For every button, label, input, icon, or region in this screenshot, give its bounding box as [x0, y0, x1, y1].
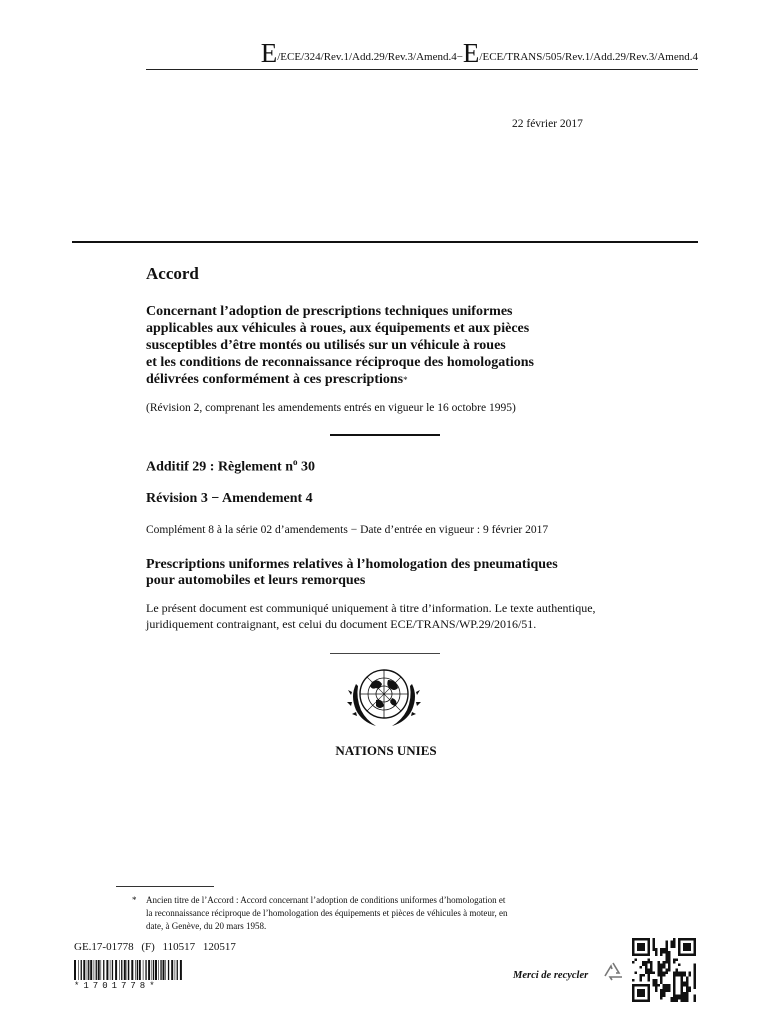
revision-note: (Révision 2, comprenant les amendements entrés en vigueur le 16 octobre 1995)	[146, 402, 516, 414]
emblem-divider	[330, 653, 440, 654]
footnote-mark: *	[132, 895, 137, 905]
title-rule	[72, 241, 698, 243]
subtitle-line: et les conditions de reconnaissance réciproque des homologations	[146, 355, 534, 370]
barcode-number: *1701778*	[74, 981, 159, 991]
footnote-reference[interactable]: *	[403, 375, 408, 385]
revision-heading: Révision 3 − Amendement 4	[146, 491, 313, 506]
un-emblem-icon	[336, 660, 432, 736]
accord-subtitle	[146, 303, 616, 389]
section-divider	[330, 434, 440, 436]
accord-title: Accord	[146, 264, 199, 283]
information-paragraph: Le présent document est communiqué uniquement à titre d’information. Le texte authentique, juridiquement contraignant, est celui du document ECE/TRANS/WP.29/2016/51.	[146, 601, 596, 631]
symbol-ece-trans-505: /ECE/TRANS/505/Rev.1/Add.29/Rev.3/Amend.4	[479, 51, 698, 63]
symbol-letter-e-2: E	[462, 38, 480, 68]
footnote	[116, 894, 636, 933]
recycle-label: Merci de recycler	[513, 970, 589, 981]
subtitle-line: Concernant l’adoption de prescriptions techniques uniformes	[146, 304, 513, 319]
barcode-icon	[74, 960, 184, 980]
recycle-icon	[600, 960, 626, 986]
subtitle-line: susceptibles d’être montés ou utilisés sur un véhicule à roues	[146, 338, 506, 353]
footnote-line: Ancien titre de l’Accord : Accord concernant l’adoption de conditions uniformes d’homologation et	[146, 895, 506, 905]
footnote-rule	[116, 886, 214, 887]
qr-code-icon	[632, 938, 696, 1002]
prescriptions-title: Prescriptions uniformes relatives à l’homologation des pneumatiques pour automobiles et leurs remorques	[146, 557, 558, 588]
subtitle-line: applicables aux véhicules à roues, aux équipements et aux pièces	[146, 321, 530, 336]
footnote-line: date, à Genève, du 20 mars 1958.	[146, 921, 267, 931]
document-symbol	[146, 40, 698, 67]
symbol-letter-e-1: E	[260, 38, 278, 68]
header-rule	[146, 69, 698, 70]
footnote-line: la reconnaissance réciproque de l’homologation des équipements et pièces de véhicules à moteur, en	[146, 908, 508, 918]
document-date: 22 février 2017	[512, 118, 583, 130]
organization-name: NATIONS UNIES	[335, 743, 437, 758]
job-number: GE.17-01778 (F) 110517 120517	[74, 941, 236, 953]
symbol-ece-324: /ECE/324/Rev.1/Add.29/Rev.3/Amend.4	[277, 51, 457, 63]
subtitle-line-last: délivrées conformément à ces prescriptions*	[146, 372, 408, 387]
complement-note: Complément 8 à la série 02 d’amendements − Date d’entrée en vigueur : 9 février 2017	[146, 524, 549, 536]
symbol-separator: −	[456, 51, 463, 63]
additif-heading: Additif 29 : Règlement $n^o$ 30	[146, 457, 315, 475]
